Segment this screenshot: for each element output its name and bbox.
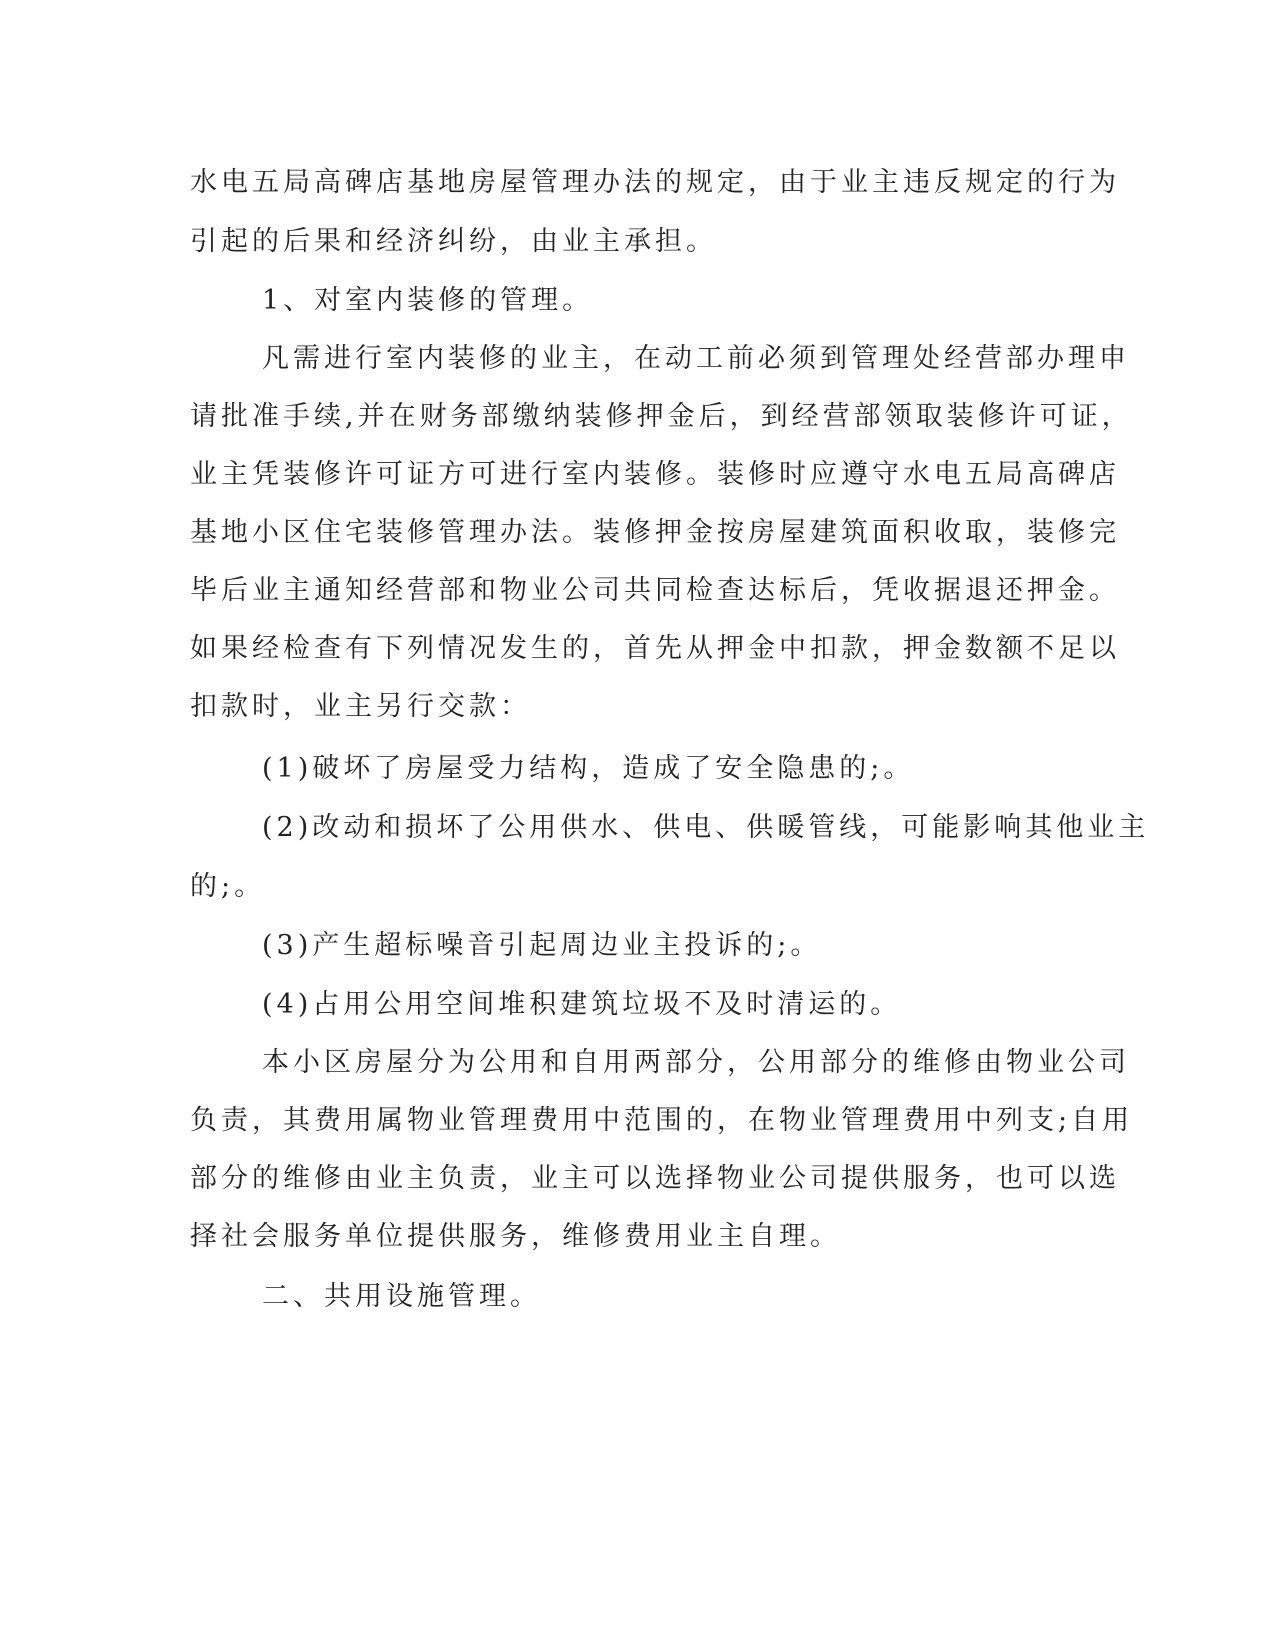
text-line: 毕后业主通知经营部和物业公司共同检查达标后，凭收据退还押金。 — [190, 575, 1120, 606]
section-heading: 二、共用设施管理。 — [262, 1281, 541, 1312]
text-line: 请批准手续,并在财务部缴纳装修押金后，到经营部领取装修许可证， — [190, 401, 1133, 432]
text-line: 的;。 — [190, 871, 266, 902]
list-item: (2)改动和损坏了公用供水、供电、供暖管线，可能影响其他业主 — [262, 812, 1150, 843]
text-line: 凡需进行室内装修的业主，在动工前必须到管理处经营部办理申 — [262, 343, 1130, 374]
text-line: 如果经检查有下列情况发生的，首先从押金中扣款，押金数额不足以 — [190, 633, 1120, 664]
text-line: 引起的后果和经济纠纷，由业主承担。 — [190, 226, 717, 257]
text-line: 择社会服务单位提供服务，维修费用业主自理。 — [190, 1221, 841, 1252]
text-line: 部分的维修由业主负责，业主可以选择物业公司提供服务，也可以选 — [190, 1163, 1120, 1194]
text-line: 业主凭装修许可证方可进行室内装修。装修时应遵守水电五局高碑店 — [190, 459, 1120, 490]
list-item: (1)破坏了房屋受力结构，造成了安全隐患的;。 — [262, 753, 915, 784]
list-item: (3)产生超标噪音引起周边业主投诉的;。 — [262, 930, 822, 961]
text-line: 水电五局高碑店基地房屋管理办法的规定，由于业主违反规定的行为 — [190, 167, 1120, 198]
text-line: 扣款时，业主另行交款： — [190, 691, 531, 722]
text-line: 负责，其费用属物业管理费用中范围的，在物业管理费用中列支;自用 — [190, 1105, 1134, 1136]
text-line: 本小区房屋分为公用和自用两部分，公用部分的维修由物业公司 — [262, 1047, 1130, 1078]
section-heading: 1、对室内装修的管理。 — [262, 285, 594, 316]
list-item: (4)占用公用空间堆积建筑垃圾不及时清运的。 — [262, 989, 902, 1020]
text-line: 基地小区住宅装修管理办法。装修押金按房屋建筑面积收取，装修完 — [190, 517, 1120, 548]
